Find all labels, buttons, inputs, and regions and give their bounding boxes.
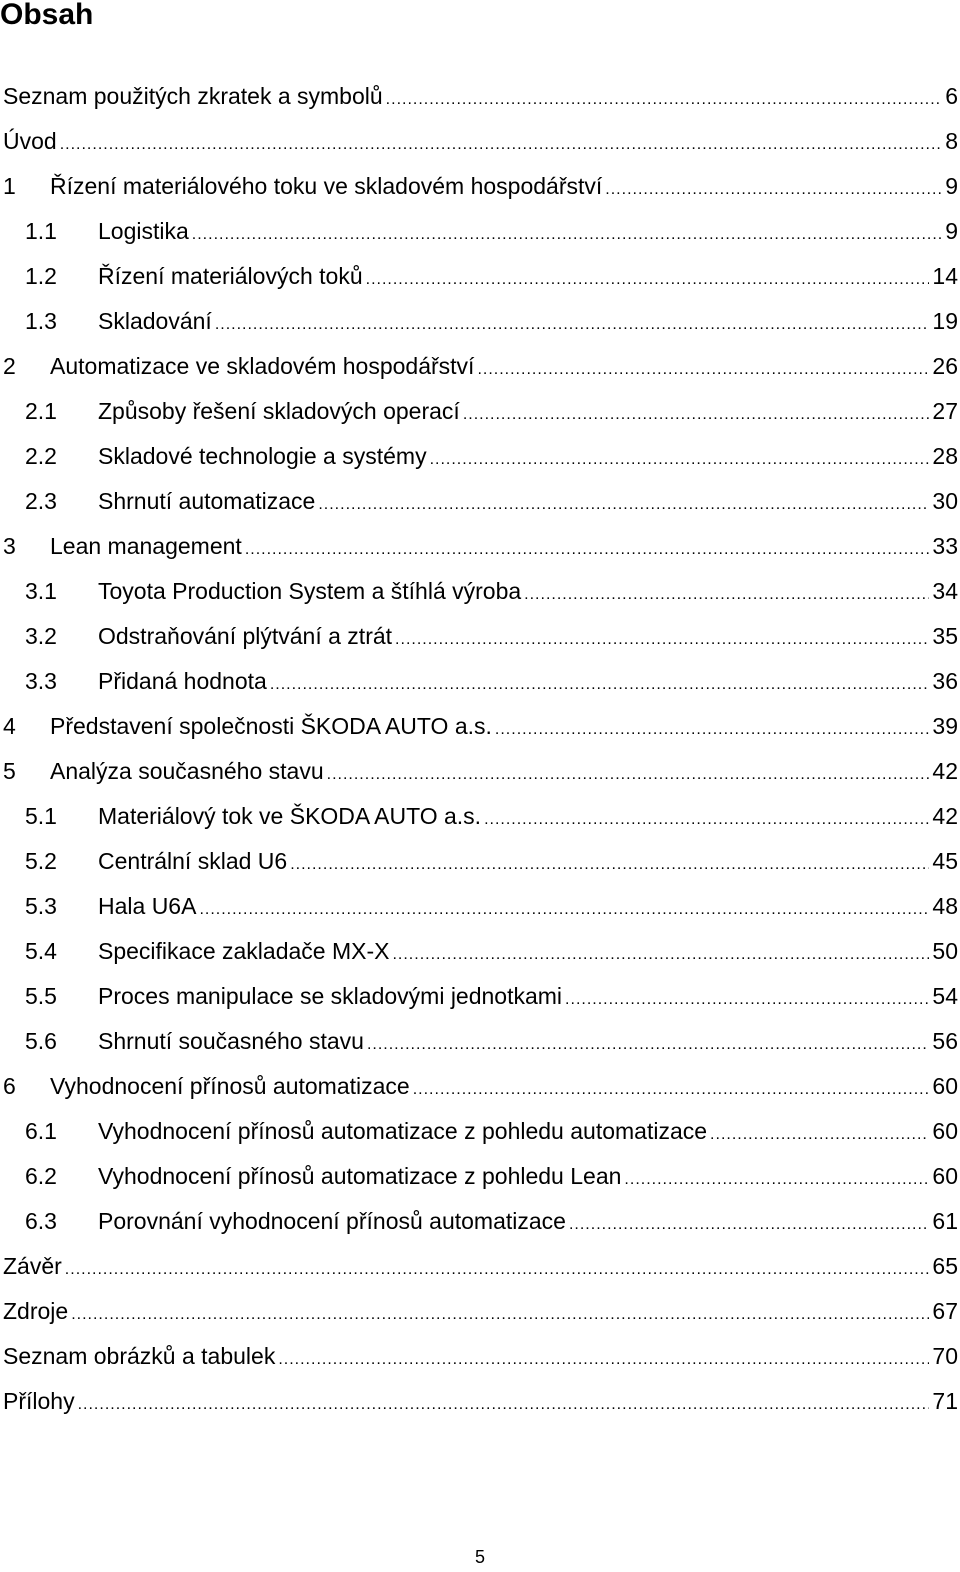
toc-entry-page: 60	[932, 1163, 958, 1189]
toc-entry-page: 19	[932, 308, 958, 334]
toc-entry-page: 36	[932, 668, 958, 694]
dot-leader	[605, 167, 942, 212]
toc-entry-page: 54	[932, 983, 958, 1009]
dot-leader	[65, 1247, 930, 1292]
toc-entry-page: 14	[932, 263, 958, 289]
toc-entry-number: 5.6	[25, 1028, 57, 1054]
toc-entry-number: 3	[3, 533, 16, 559]
dot-leader	[395, 617, 929, 662]
toc-entry[interactable]	[3, 344, 958, 389]
toc-entry[interactable]	[3, 1199, 958, 1244]
toc-entry-page: 35	[932, 623, 958, 649]
toc-entry[interactable]	[3, 659, 958, 704]
toc-entry-title: Centrální sklad U6	[98, 848, 288, 874]
toc-entry[interactable]	[3, 749, 958, 794]
dot-leader	[413, 1067, 930, 1112]
dot-leader	[565, 977, 929, 1022]
toc-entry-title: Představení společnosti ŠKODA AUTO a.s.	[50, 713, 492, 739]
toc-entry-page: 8	[945, 128, 958, 154]
toc-entry-title: Seznam obrázků a tabulek	[3, 1343, 276, 1369]
toc-entry-title: Způsoby řešení skladových operací	[98, 398, 460, 424]
toc-entry[interactable]	[3, 929, 958, 974]
toc-entry-number: 1.1	[25, 218, 57, 244]
toc-entry-title: Řízení materiálových toků	[98, 263, 363, 289]
toc-entry-title: Závěr	[3, 1253, 62, 1279]
toc-entry-title: Shrnutí současného stavu	[98, 1028, 364, 1054]
toc-entry-number: 6	[3, 1073, 16, 1099]
toc-entry-title: Vyhodnocení přínosů automatizace z pohledu Lean	[98, 1163, 622, 1189]
dot-leader	[569, 1202, 929, 1247]
toc-entry[interactable]	[3, 614, 958, 659]
dot-leader	[78, 1382, 930, 1427]
toc-entry[interactable]	[3, 1019, 958, 1064]
dot-leader	[367, 1022, 929, 1067]
page-title: Obsah	[0, 0, 94, 31]
dot-leader	[71, 1292, 929, 1337]
toc-entry[interactable]	[3, 389, 958, 434]
toc-entry-page: 61	[932, 1208, 958, 1234]
toc-entry-number: 2.2	[25, 443, 57, 469]
toc-entry-page: 30	[932, 488, 958, 514]
toc-entry-title: Automatizace ve skladovém hospodářství	[50, 353, 475, 379]
toc-entry-title: Vyhodnocení přínosů automatizace	[50, 1073, 410, 1099]
table-of-contents	[3, 74, 958, 1424]
toc-entry-title: Vyhodnocení přínosů automatizace z pohledu automatizace	[98, 1118, 708, 1144]
toc-entry-page: 56	[932, 1028, 958, 1054]
dot-leader	[524, 572, 929, 617]
dot-leader	[278, 1337, 929, 1382]
toc-entry[interactable]	[3, 1379, 958, 1424]
toc-entry[interactable]	[3, 569, 958, 614]
toc-entry-number: 5.4	[25, 938, 57, 964]
toc-entry-number: 5	[3, 758, 16, 784]
toc-entry[interactable]	[3, 1334, 958, 1379]
toc-entry-page: 71	[932, 1388, 958, 1414]
page-number: 5	[474, 1547, 485, 1567]
toc-entry-title: Skladování	[98, 308, 212, 334]
toc-entry-number: 3.2	[25, 623, 57, 649]
toc-entry-page: 9	[945, 218, 958, 244]
toc-entry-number: 3.3	[25, 668, 57, 694]
toc-entry-title: Lean management	[50, 533, 242, 559]
toc-entry-title: Zdroje	[3, 1298, 69, 1324]
dot-leader	[463, 392, 930, 437]
toc-entry-page: 65	[932, 1253, 958, 1279]
toc-entry-number: 3.1	[25, 578, 57, 604]
toc-entry[interactable]	[3, 1154, 958, 1199]
dot-leader	[477, 347, 929, 392]
toc-entry[interactable]	[3, 119, 958, 164]
toc-entry[interactable]	[3, 254, 958, 299]
dot-leader	[624, 1157, 929, 1202]
toc-entry[interactable]	[3, 839, 958, 884]
toc-entry[interactable]	[3, 1289, 958, 1334]
toc-entry-title: Seznam použitých zkratek a symbolů	[3, 83, 383, 109]
toc-entry-page: 6	[945, 83, 958, 109]
toc-entry[interactable]	[3, 1244, 958, 1289]
toc-entry-title: Proces manipulace se skladovými jednotkami	[98, 983, 563, 1009]
dot-leader	[192, 212, 942, 257]
toc-entry-number: 1	[3, 173, 16, 199]
toc-entry-number: 5.2	[25, 848, 57, 874]
dot-leader	[430, 437, 930, 482]
toc-entry-page: 50	[932, 938, 958, 964]
toc-entry-number: 6.3	[25, 1208, 57, 1234]
dot-leader	[215, 302, 930, 347]
toc-entry-number: 2.3	[25, 488, 57, 514]
dot-leader	[495, 707, 930, 752]
toc-entry-title: Přidaná hodnota	[98, 668, 267, 694]
toc-entry-number: 1.2	[25, 263, 57, 289]
toc-entry-title: Logistika	[98, 218, 189, 244]
dot-leader	[270, 662, 930, 707]
toc-entry-title: Přílohy	[3, 1388, 75, 1414]
toc-entry[interactable]	[3, 974, 958, 1019]
toc-entry[interactable]	[3, 884, 958, 929]
dot-leader	[710, 1112, 929, 1157]
toc-entry-page: 39	[932, 713, 958, 739]
dot-leader	[290, 842, 929, 887]
dot-leader	[199, 887, 929, 932]
toc-entry[interactable]	[3, 74, 958, 119]
dot-leader	[392, 932, 929, 977]
toc-entry-number: 1.3	[25, 308, 57, 334]
dot-leader	[366, 257, 930, 302]
toc-entry-page: 42	[932, 803, 958, 829]
toc-entry[interactable]	[3, 434, 958, 479]
toc-entry-title: Skladové technologie a systémy	[98, 443, 427, 469]
toc-entry-title: Analýza současného stavu	[50, 758, 324, 784]
toc-entry-page: 26	[932, 353, 958, 379]
toc-entry[interactable]	[3, 1064, 958, 1109]
toc-entry-number: 5.1	[25, 803, 57, 829]
dot-leader	[386, 77, 943, 122]
toc-entry-page: 45	[932, 848, 958, 874]
toc-entry-number: 5.3	[25, 893, 57, 919]
dot-leader	[327, 752, 930, 797]
toc-entry[interactable]	[3, 1109, 958, 1154]
dot-leader	[484, 797, 929, 842]
toc-entry-title: Materiálový tok ve ŠKODA AUTO a.s.	[98, 803, 482, 829]
toc-entry-page: 42	[932, 758, 958, 784]
toc-entry-page: 60	[932, 1073, 958, 1099]
toc-entry-title: Porovnání vyhodnocení přínosů automatizace	[98, 1208, 566, 1234]
toc-entry-page: 28	[932, 443, 958, 469]
toc-entry-title: Toyota Production System a štíhlá výroba	[98, 578, 522, 604]
toc-entry-title: Shrnutí automatizace	[98, 488, 316, 514]
toc-entry-page: 70	[932, 1343, 958, 1369]
toc-entry-page: 60	[932, 1118, 958, 1144]
toc-entry-title: Specifikace zakladače MX-X	[98, 938, 390, 964]
dot-leader	[60, 122, 943, 167]
toc-entry[interactable]	[3, 794, 958, 839]
toc-entry-page: 48	[932, 893, 958, 919]
toc-entry-number: 2.1	[25, 398, 57, 424]
dot-leader	[245, 527, 930, 572]
toc-entry-number: 5.5	[25, 983, 57, 1009]
toc-entry[interactable]	[3, 209, 958, 254]
toc-entry[interactable]	[3, 524, 958, 569]
dot-leader	[318, 482, 929, 527]
toc-entry[interactable]	[3, 479, 958, 524]
toc-entry[interactable]	[3, 164, 958, 209]
toc-entry[interactable]	[3, 299, 958, 344]
toc-entry-number: 6.1	[25, 1118, 57, 1144]
toc-entry-title: Řízení materiálového toku ve skladovém hospodářství	[50, 173, 603, 199]
toc-entry[interactable]	[3, 704, 958, 749]
toc-entry-page: 9	[945, 173, 958, 199]
toc-entry-number: 4	[3, 713, 16, 739]
toc-entry-title: Odstraňování plýtvání a ztrát	[98, 623, 393, 649]
toc-entry-title: Úvod	[3, 128, 57, 154]
toc-entry-number: 6.2	[25, 1163, 57, 1189]
toc-entry-title: Hala U6A	[98, 893, 197, 919]
toc-entry-page: 34	[932, 578, 958, 604]
toc-entry-page: 33	[932, 533, 958, 559]
toc-entry-page: 27	[932, 398, 958, 424]
toc-entry-page: 67	[932, 1298, 958, 1324]
toc-entry-number: 2	[3, 353, 16, 379]
